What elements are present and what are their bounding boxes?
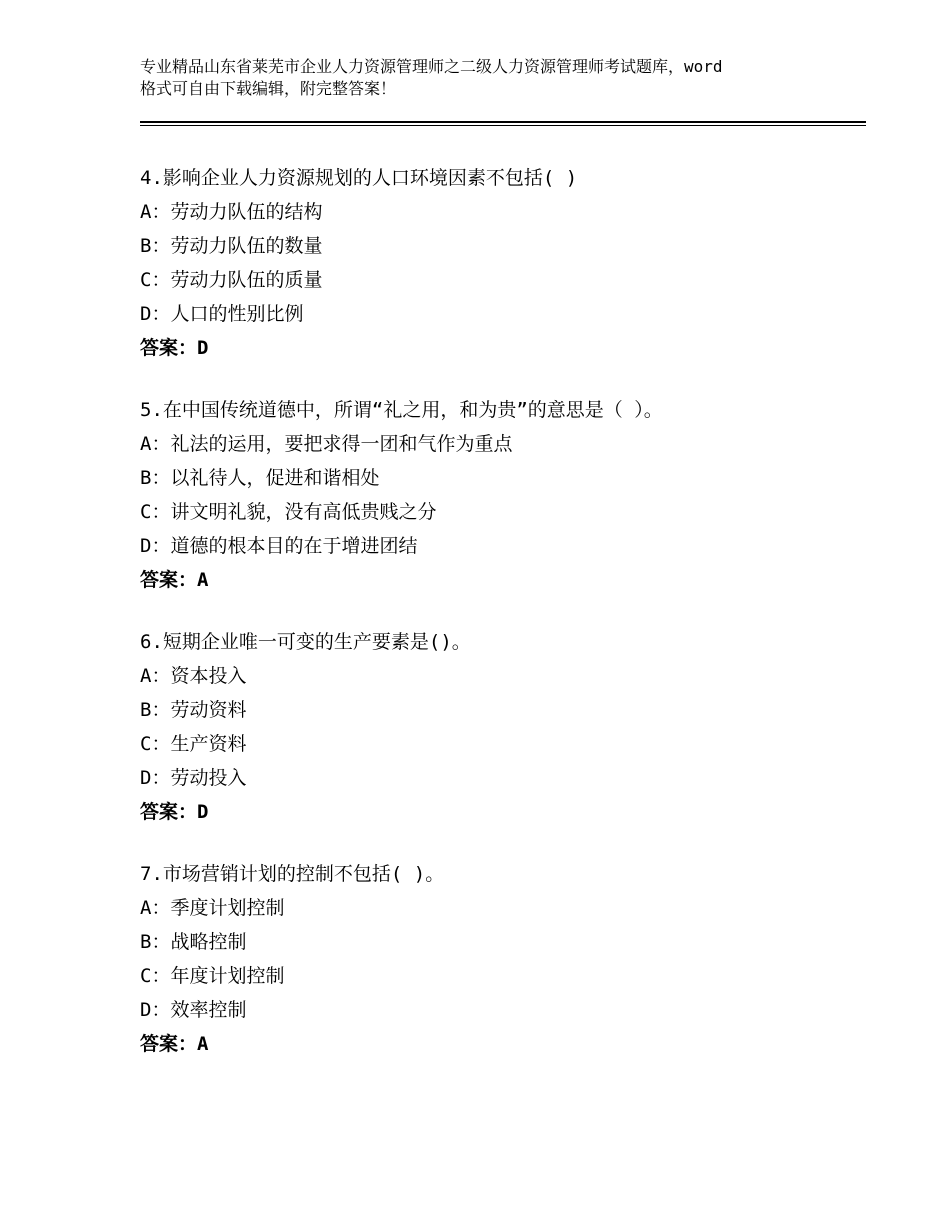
header-title-line-2: 格式可自由下载编辑，附完整答案！ — [140, 79, 397, 98]
document-header — [140, 56, 840, 100]
question-stem: 6.短期企业唯一可变的生产要素是()。 — [140, 631, 471, 653]
question-4 — [140, 161, 860, 365]
answer-line — [140, 1027, 860, 1061]
option-c: C：生产资料 — [140, 733, 247, 755]
option-a: A：劳动力队伍的结构 — [140, 201, 323, 223]
question-stem: 7.市场营销计划的控制不包括( )。 — [140, 863, 445, 885]
question-6 — [140, 625, 860, 829]
answer-label: 答案： — [140, 801, 198, 823]
option-a: A：礼法的运用，要把求得一团和气作为重点 — [140, 433, 513, 455]
option-d: D：人口的性别比例 — [140, 303, 304, 325]
question-5 — [140, 393, 860, 597]
answer-value: D — [197, 337, 209, 359]
answer-line — [140, 795, 860, 829]
answer-value: D — [197, 801, 209, 823]
option-b: B：劳动力队伍的数量 — [140, 235, 323, 257]
answer-value: A — [197, 1033, 209, 1055]
option-c: C：年度计划控制 — [140, 965, 285, 987]
option-d: D：道德的根本目的在于增进团结 — [140, 535, 418, 557]
question-stem: 4.影响企业人力资源规划的人口环境因素不包括( ) — [140, 167, 578, 189]
answer-label: 答案： — [140, 569, 198, 591]
option-b: B：劳动资料 — [140, 699, 247, 721]
header-title-line-1: 专业精品山东省莱芜市企业人力资源管理师之二级人力资源管理师考试题库，word — [140, 57, 723, 76]
header-divider-thin — [140, 125, 866, 126]
question-list — [140, 161, 860, 1089]
header-divider-thick — [140, 121, 866, 123]
option-c: C：劳动力队伍的质量 — [140, 269, 323, 291]
answer-label: 答案： — [140, 1033, 198, 1055]
option-d: D：效率控制 — [140, 999, 247, 1021]
option-d: D：劳动投入 — [140, 767, 247, 789]
answer-label: 答案： — [140, 337, 198, 359]
option-b: B：以礼待人，促进和谐相处 — [140, 467, 380, 489]
question-stem: 5.在中国传统道德中，所谓“礼之用，和为贵”的意思是（ ）。 — [140, 399, 663, 421]
option-a: A：季度计划控制 — [140, 897, 285, 919]
option-b: B：战略控制 — [140, 931, 247, 953]
answer-line — [140, 331, 860, 365]
option-c: C：讲文明礼貌，没有高低贵贱之分 — [140, 501, 437, 523]
question-7 — [140, 857, 860, 1061]
answer-line — [140, 563, 860, 597]
answer-value: A — [197, 569, 209, 591]
option-a: A：资本投入 — [140, 665, 247, 687]
